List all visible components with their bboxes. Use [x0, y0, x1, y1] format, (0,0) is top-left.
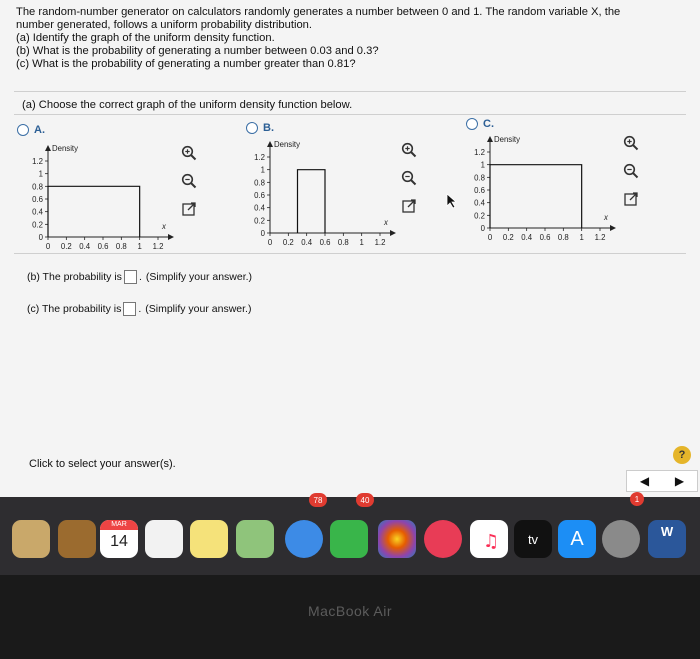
- word-app-icon[interactable]: [648, 520, 686, 558]
- x-tick-label: 0.2: [502, 233, 514, 242]
- part-a-prompt: (a) Choose the correct graph of the uniform density function below.: [22, 99, 353, 111]
- density-line: [298, 170, 326, 233]
- x-axis-arrow-icon: [168, 234, 174, 240]
- y-axis-arrow-icon: [487, 136, 493, 142]
- part-b-answer-input[interactable]: [124, 270, 137, 284]
- zoom-in-icon[interactable]: [180, 144, 198, 162]
- notification-badge: 40: [356, 493, 374, 507]
- part-b-suffix: .: [138, 271, 142, 283]
- y-axis-label: Density: [494, 135, 520, 144]
- x-axis-arrow-icon: [390, 230, 396, 236]
- x-tick-label: 0.6: [539, 233, 551, 242]
- calendar-day: 14: [110, 533, 128, 550]
- y-tick-label: 0: [38, 233, 43, 242]
- question-nav: [626, 470, 698, 492]
- notebook-app-icon[interactable]: [58, 520, 96, 558]
- option-c-radio[interactable]: [466, 118, 494, 130]
- radio-circle-icon[interactable]: [246, 122, 258, 134]
- x-tick-label: 0: [487, 233, 493, 242]
- apple-tv-app-icon[interactable]: [514, 520, 552, 558]
- y-tick-label: 1.2: [32, 157, 43, 166]
- mouse-cursor-icon: [446, 193, 458, 209]
- photos-app-icon[interactable]: [378, 520, 416, 558]
- y-tick-label: 0.4: [32, 207, 43, 217]
- graph-b-tools: [400, 141, 424, 225]
- part-b-row: [27, 270, 252, 284]
- x-tick-label: 1: [137, 242, 142, 251]
- x-tick-label: 0.2: [282, 238, 294, 247]
- part-c-suffix: .: [138, 303, 142, 315]
- question-line: (a) Identify the graph of the uniform density function.: [16, 32, 275, 44]
- open-external-icon[interactable]: [622, 190, 640, 208]
- zoom-in-icon[interactable]: [400, 141, 418, 159]
- graph-a: [28, 144, 166, 260]
- x-tick-label: 0.8: [557, 233, 569, 242]
- question-line: (c) What is the probability of generating a number greater than 0.81?: [16, 58, 356, 70]
- y-tick-label: 1: [260, 165, 265, 175]
- density-line: [48, 186, 140, 237]
- zoom-out-icon[interactable]: [400, 169, 418, 187]
- y-tick-label: 0.6: [254, 191, 265, 200]
- part-c-hint: (Simplify your answer.): [145, 303, 252, 315]
- system-preferences-icon[interactable]: [602, 520, 640, 558]
- open-external-icon[interactable]: [400, 197, 418, 215]
- x-tick-label: 1: [579, 233, 584, 242]
- graph-a-tools: [180, 144, 204, 228]
- laptop-bezel-label: MacBook Air: [307, 603, 393, 619]
- next-arrow-icon[interactable]: ▶: [674, 474, 685, 488]
- graph-c-tools: [622, 134, 646, 218]
- density-line: [490, 165, 582, 228]
- x-tick-label: 0.4: [521, 233, 533, 242]
- part-c-row: [27, 302, 251, 316]
- option-a-radio[interactable]: [17, 124, 45, 136]
- x-tick-label: 0.6: [319, 238, 331, 247]
- divider: [14, 114, 686, 115]
- y-tick-label: 0.4: [254, 203, 265, 213]
- zoom-out-icon[interactable]: [180, 172, 198, 190]
- reminders-app-icon[interactable]: [145, 520, 183, 558]
- y-tick-label: 0.4: [474, 198, 485, 208]
- x-tick-label: 0.2: [60, 242, 72, 251]
- y-tick-label: 0.2: [32, 220, 43, 230]
- y-tick-label: 1: [480, 160, 485, 170]
- question-line: number generated, follows a uniform probability distribution.: [16, 19, 313, 31]
- y-tick-label: 0.8: [254, 178, 265, 188]
- y-tick-label: 1.2: [474, 148, 485, 157]
- question-line: The random-number generator on calculators randomly generates a number between 0 and 1. The random variable X, the: [16, 6, 621, 18]
- y-axis-label: Density: [274, 140, 300, 149]
- calendar-app-icon[interactable]: [100, 520, 138, 558]
- zoom-in-icon[interactable]: [622, 134, 640, 152]
- x-axis-label: x: [162, 222, 166, 231]
- x-axis-label: x: [384, 218, 388, 227]
- x-tick-label: 1.2: [152, 242, 164, 251]
- graph-c: [470, 135, 608, 251]
- previous-arrow-icon[interactable]: ◀: [639, 474, 650, 488]
- y-tick-label: 0: [260, 229, 265, 238]
- x-tick-label: 0.8: [115, 242, 127, 251]
- y-tick-label: 0.8: [474, 173, 485, 183]
- option-c-letter: C.: [483, 118, 494, 130]
- option-b-radio[interactable]: [246, 122, 274, 134]
- part-c-answer-input[interactable]: [123, 302, 136, 316]
- maps-app-icon[interactable]: [236, 520, 274, 558]
- click-select-instruction: Click to select your answer(s).: [29, 458, 176, 470]
- radio-circle-icon[interactable]: [17, 124, 29, 136]
- divider: [14, 253, 686, 254]
- notes-app-icon[interactable]: [190, 520, 228, 558]
- x-tick-label: 0: [267, 238, 273, 247]
- part-b-hint: (Simplify your answer.): [145, 271, 253, 283]
- y-tick-label: 0.2: [254, 216, 265, 226]
- y-axis-arrow-icon: [45, 145, 51, 151]
- open-external-icon[interactable]: [180, 200, 198, 218]
- x-tick-label: 0.4: [301, 238, 313, 247]
- y-tick-label: 0: [480, 224, 485, 233]
- divider: [14, 91, 686, 92]
- y-tick-label: 0.6: [474, 186, 485, 195]
- y-axis-label: Density: [52, 144, 78, 153]
- x-tick-label: 0.4: [79, 242, 91, 251]
- x-tick-label: 0.8: [337, 238, 349, 247]
- help-button[interactable]: ?: [673, 446, 691, 464]
- y-tick-label: 0.6: [32, 195, 43, 204]
- messages-app-icon[interactable]: [285, 520, 323, 558]
- notification-badge: 1: [630, 492, 644, 506]
- y-axis-arrow-icon: [267, 141, 273, 147]
- y-tick-label: 0.8: [32, 182, 43, 192]
- app-store-icon[interactable]: A: [558, 520, 596, 558]
- x-axis-label: x: [604, 213, 608, 222]
- word-label: W: [660, 524, 674, 539]
- notification-badge: 78: [309, 493, 327, 507]
- music-app-icon[interactable]: [470, 520, 508, 558]
- x-tick-label: 0.6: [97, 242, 109, 251]
- tv-label: tv: [527, 531, 539, 547]
- part-c-prefix: (c) The probability is: [27, 303, 122, 315]
- question-text: [16, 6, 676, 71]
- x-tick-label: 0: [45, 242, 51, 251]
- radio-circle-icon[interactable]: [466, 118, 478, 130]
- x-tick-label: 1.2: [594, 233, 606, 242]
- y-tick-label: 0.2: [474, 211, 485, 221]
- news-app-icon[interactable]: [424, 520, 462, 558]
- x-tick-label: 1.2: [374, 238, 386, 247]
- svg-text:♫: ♫: [483, 531, 500, 552]
- calendar-month: MAR: [100, 520, 138, 530]
- part-b-prefix: (b) The probability is: [27, 271, 122, 283]
- facetime-app-icon[interactable]: [330, 520, 368, 558]
- x-tick-label: 1: [359, 238, 364, 247]
- y-tick-label: 1: [38, 169, 43, 179]
- photos-folder-icon[interactable]: [12, 520, 50, 558]
- option-b-letter: B.: [263, 122, 274, 134]
- y-tick-label: 1.2: [254, 153, 265, 162]
- option-a-letter: A.: [34, 124, 45, 136]
- x-axis-arrow-icon: [610, 225, 616, 231]
- graph-b: [250, 140, 388, 256]
- question-line: (b) What is the probability of generating a number between 0.03 and 0.3?: [16, 45, 379, 57]
- zoom-out-icon[interactable]: [622, 162, 640, 180]
